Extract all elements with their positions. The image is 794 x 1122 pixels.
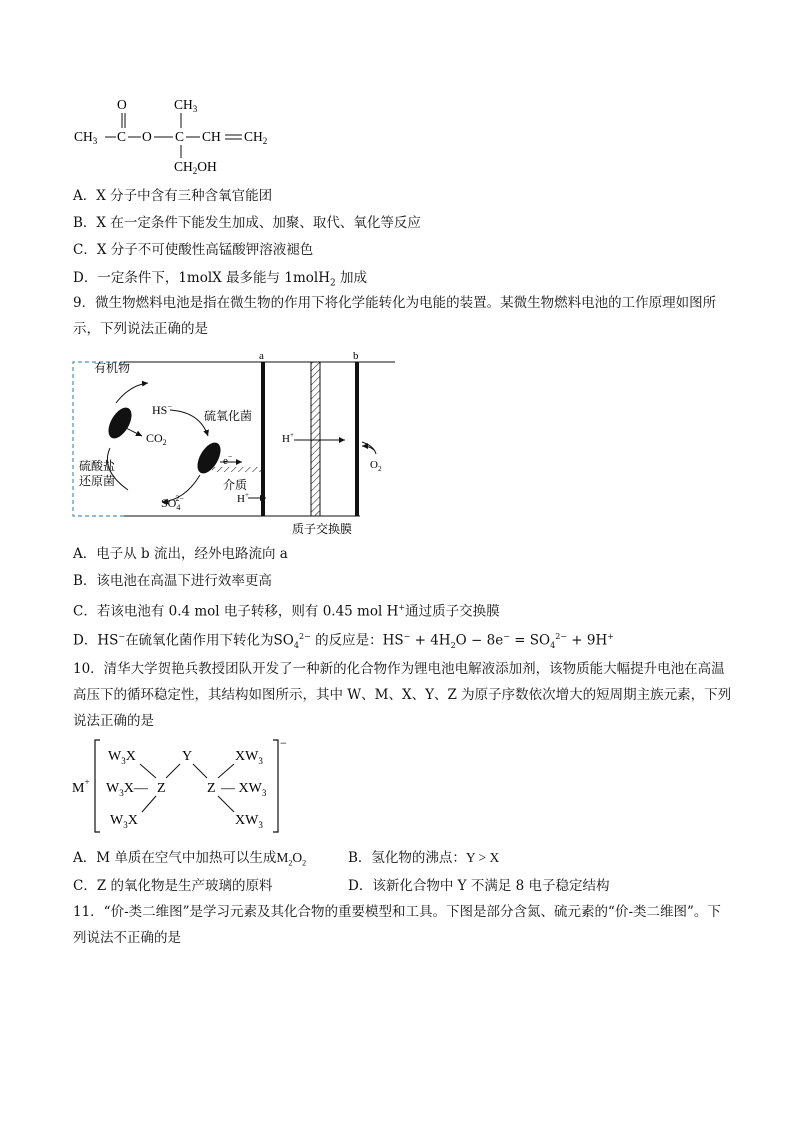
w3x-bottom-left: $W_3X$ [110,813,138,830]
proton-exchange-membrane [311,362,320,516]
label-co2: $CO_2$ [146,431,167,447]
formula-ch2oh: $CH_2OH$ [174,159,217,176]
formula-ch3-top: $CH_3$ [174,97,198,114]
q9-option-d: D．HS−在硫氧化菌作用下转化为$SO_4^{2-}$ 的反应是：$HS^- + 4H_2O - 8e^- = SO_4^{2-} + 9H^+$ [73,632,614,651]
label-organic: 有机物 [94,361,131,375]
label-o2: $O_2$ [370,459,382,473]
q10-option-b: B．氢化物的沸点：Y > X [348,850,500,866]
q10-option-d: D．该新化合物中 Y 不满足 8 电子稳定结构 [348,878,610,894]
q9-option-c: C．若该电池有 0.4 mol 电子转移，则有 0.45 mol H+通过质子交换膜 [73,603,500,620]
structural-formula-x [70,92,290,176]
formula-ch3-left: $CH_3$ [74,129,98,146]
xw3-mid-right: — $XW_3$ [221,781,267,798]
label-electron: e− [223,452,233,467]
q10-option-a: A．M 单质在空气中加热可以生成$M_2O_2$ [73,850,307,868]
q8-option-b: B．X 在一定条件下能发生加成、加聚、取代、氧化等反应 [73,215,421,231]
q9-option-a: A．电子从 b 流出，经外电路流向 a [73,546,288,562]
label-medium: 介质 [223,478,248,492]
q8-option-a: A．X 分子中含有三种含氧官能团 [73,188,273,204]
q10-stem: 10．清华大学贺艳兵教授团队开发了一种新的化合物作为锂电池电解液添加剂，该物质能大幅提升电池在高温高压下的循环稳定性，其结构如图所示，其中 W、M、X、Y、Z 为原子序数依次增大的短周期主族元素，下列说法正确的是 [73,661,732,729]
xw3-bottom-right: $XW_3$ [235,813,263,830]
label-h-left: H+ [237,491,249,505]
label-sulfate-reducer-2: 还原菌 [79,474,116,488]
formula-o: O [117,97,127,112]
atom-z-left: Z [157,781,166,796]
q11-stem: 11．“价-类二维图”是学习元素及其化合物的重要模型和工具。下图是部分含氮、硫元素的“价-类二维图”。下列说法不正确的是 [73,904,721,946]
w3x-top-left: $W_3X$ [108,749,136,766]
sulfate-reducer-microbe [104,404,137,442]
q10-option-c: C．Z 的氧化物是生产玻璃的原料 [73,878,273,894]
atom-z-right: Z [207,781,216,796]
electrode-a [261,362,265,516]
label-sulfur-oxidizer: 硫氧化菌 [204,409,253,423]
label-so4: $SO_42-$ [161,494,184,512]
anion-charge: − [280,738,287,750]
q8-option-d: D．一定条件下，1molX 最多能与 1molH$_2$ 加成 [73,270,367,289]
label-h-mid: H+ [282,431,294,445]
formula-c1: C [117,129,127,144]
formula-ch: CH [202,129,221,144]
formula-ch2-right: $CH_2$ [244,129,268,146]
microbial-fuel-cell-diagram [70,350,400,540]
electrode-b [355,362,359,516]
compound-structure-diagram [70,738,290,838]
medium-bar [212,467,261,472]
electrode-a-label: a [259,350,264,362]
q9-option-b: B．该电池在高温下进行效率更高 [73,573,272,589]
w3x-mid-left: $W_3X—$ [106,781,148,798]
electrode-b-label: b [353,350,359,362]
formula-o2: O [142,129,152,144]
label-hs: HS− [152,402,172,417]
cation-m: M+ [72,777,90,796]
atom-y: Y [182,749,193,764]
xw3-top-right: $XW_3$ [235,749,263,766]
q8-option-c: C．X 分子不可使酸性高锰酸钾溶液褪色 [73,242,314,258]
formula-c2: C [175,129,185,144]
label-sulfate-reducer-1: 硫酸盐 [79,459,116,473]
label-membrane: 质子交换膜 [292,522,353,536]
q9-stem: 9．微生物燃料电池是指在微生物的作用下将化学能转化为电能的装置。某微生物燃料电池的工作原理如图所示，下列说法正确的是 [73,295,717,337]
